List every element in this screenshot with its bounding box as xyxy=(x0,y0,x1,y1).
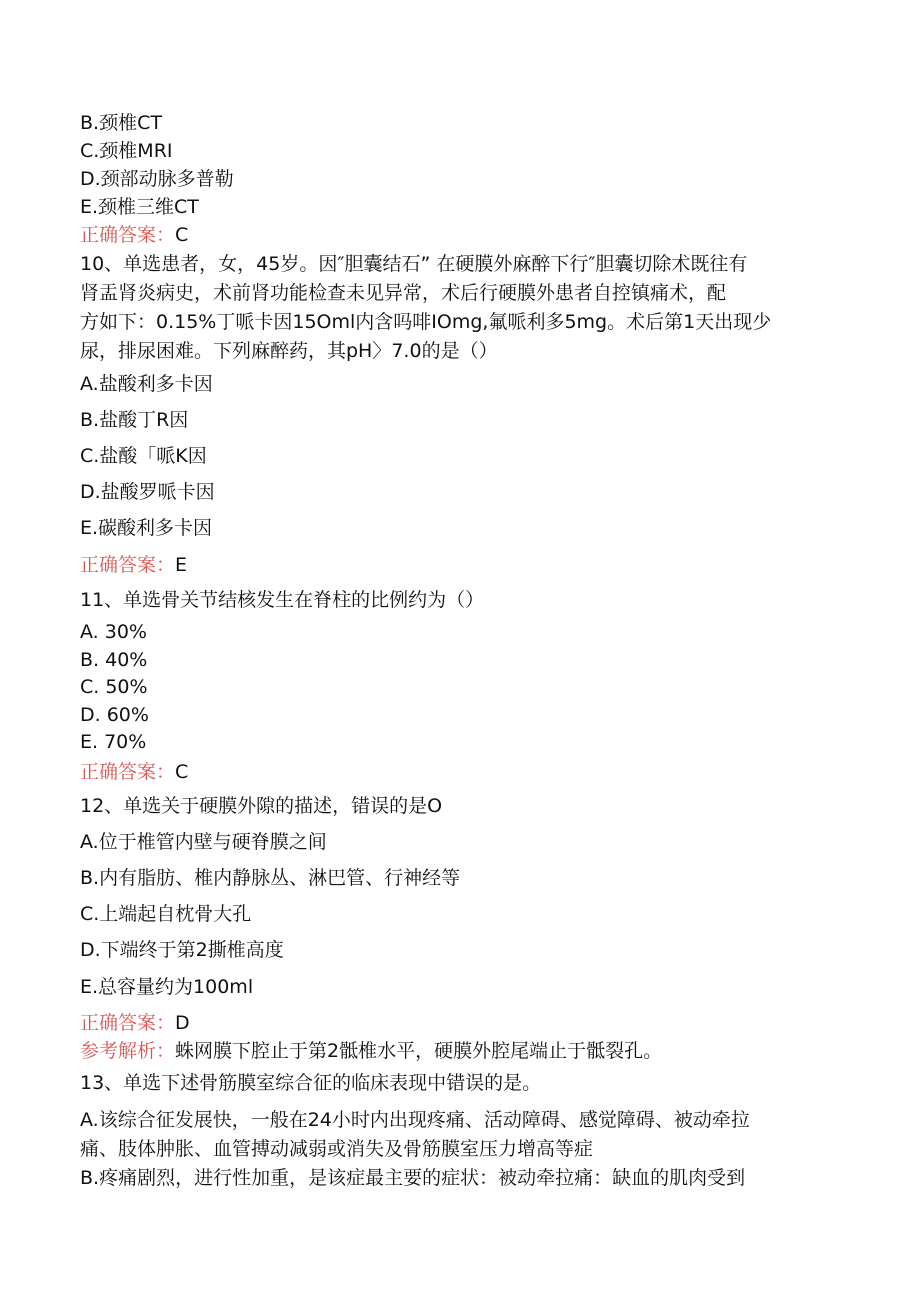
answer-value: E xyxy=(175,554,188,576)
q9-option-e: E.颈椎三维CT xyxy=(80,196,199,218)
q10-stem-line-1: 10、单选患者，女，45岁。因″胆囊结石” 在硬膜外麻醉下行″胆囊切除术既往有 xyxy=(80,253,748,275)
answer-label: 正确答案： xyxy=(80,554,176,576)
q10-option-b: B.盐酸丁R因 xyxy=(80,409,189,431)
q11-option-b: B. 40% xyxy=(80,649,148,671)
q13-option-line-1: A.该综合征发展快，一般在24小时内出现疼痛、活动障碍、感觉障碍、被动牵拉 xyxy=(80,1109,750,1131)
q12-answer xyxy=(80,1011,840,1037)
q11-answer xyxy=(80,760,840,786)
q10-stem-line-4: 尿，排尿困难。下列麻醉药，其pH〉7.0的是（） xyxy=(80,340,498,362)
answer-label: 正确答案： xyxy=(80,1012,176,1034)
q10-answer xyxy=(80,553,840,579)
q10-option-c: C.盐酸「哌K因 xyxy=(80,445,207,467)
q11-option-a: A. 30% xyxy=(80,621,147,643)
answer-value: C xyxy=(175,761,189,783)
q10-stem-line-3: 方如下：0.15%丁哌卡因15Oml内含吗啡IOmg,氟哌利多5mg。术后第1天出现少 xyxy=(80,311,772,333)
q11-option-e: E. 70% xyxy=(80,731,147,753)
analysis-text: 蛛网膜下腔止于第2骶椎水平，硬膜外腔尾端止于骶裂孔。 xyxy=(175,1040,663,1062)
q10-option-d: D.盐酸罗哌卡因 xyxy=(80,481,215,503)
q9-option-c: C.颈椎MRI xyxy=(80,140,173,162)
q12-option-c: C.上端起自枕骨大孔 xyxy=(80,903,252,925)
q10-option-a: A.盐酸利多卡因 xyxy=(80,373,213,395)
q10-option-e: E.碳酸利多卡因 xyxy=(80,517,213,539)
q12-option-d: D.下端终于第2撕椎高度 xyxy=(80,939,284,961)
q9-answer xyxy=(80,223,840,249)
answer-value: C xyxy=(175,224,189,246)
q12-option-a: A.位于椎管内壁与硬脊膜之间 xyxy=(80,831,327,853)
answer-label: 正确答案： xyxy=(80,224,176,246)
q10-stem-line-2: 肾盂肾炎病史，术前肾功能检查未见异常，术后行硬膜外患者自控镇痛术，配 xyxy=(80,282,727,304)
analysis-label: 参考解析： xyxy=(80,1040,176,1062)
q12-analysis xyxy=(80,1039,840,1065)
q12-option-e: E.总容量约为100ml xyxy=(80,976,254,998)
q12-stem: 12、单选关于硬膜外隙的描述，错误的是O xyxy=(80,795,443,817)
answer-value: D xyxy=(175,1012,190,1034)
q9-option-d: D.颈部动脉多普勒 xyxy=(80,168,234,190)
q12-option-b: B.内有脂肪、椎内静脉丛、淋巴管、行神经等 xyxy=(80,867,461,889)
q11-stem: 11、单选骨关节结核发生在脊柱的比例约为（） xyxy=(80,589,485,611)
q13-option-line-3: B.疼痛剧烈，进行性加重，是该症最主要的症状：被动牵拉痛：缺血的肌肉受到 xyxy=(80,1167,746,1189)
q13-option-line-2: 痛、肢体肿胀、血管搏动减弱或消失及骨筋膜室压力增高等症 xyxy=(80,1138,594,1160)
q13-stem: 13、单选下述骨筋膜室综合征的临床表现中错误的是。 xyxy=(80,1072,542,1094)
q9-option-b: B.颈椎CT xyxy=(80,112,162,134)
q11-option-c: C. 50% xyxy=(80,676,148,698)
q11-option-d: D. 60% xyxy=(80,704,149,726)
answer-label: 正确答案： xyxy=(80,761,176,783)
